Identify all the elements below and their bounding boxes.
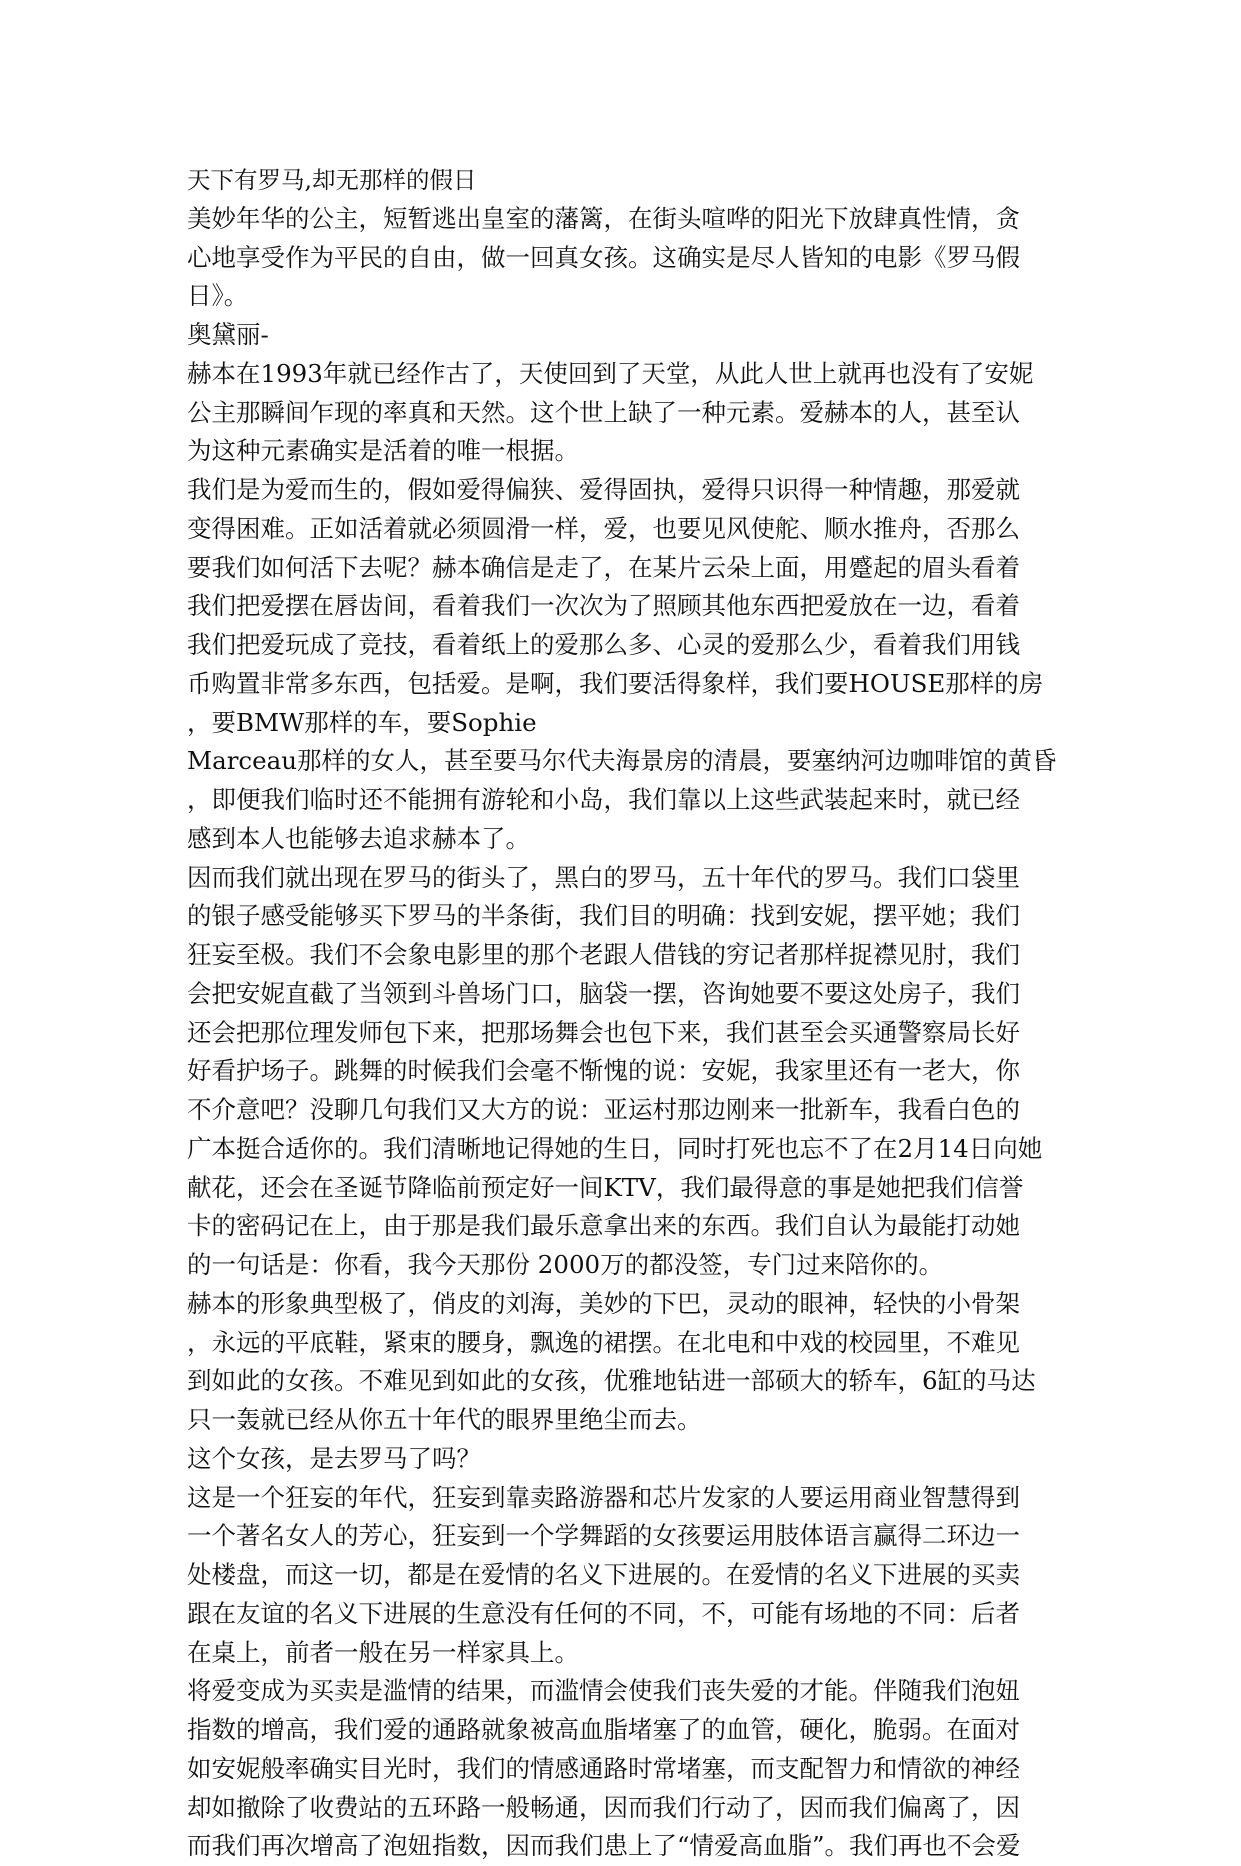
text-line: 跟在友谊的名义下进展的生意没有任何的不同，不，可能有场地的不同：后者 xyxy=(187,1598,1020,1628)
text-line: 赫本在1993年就已经作古了，天使回到了天堂，从此人世上就再也没有了安妮 xyxy=(187,358,1034,388)
text-line: 会把安妮直截了当领到斗兽场门口，脑袋一摆，咨询她要不要这处房子，我们 xyxy=(187,978,1020,1008)
text-line: 狂妄至极。我们不会象电影里的那个老跟人借钱的穷记者那样捉襟见肘，我们 xyxy=(187,940,1020,969)
text-line: 在桌上，前者一般在另一样家具上。 xyxy=(187,1637,579,1667)
text-line: 赫本的形象典型极了，俏皮的刘海，美妙的下巴，灵动的眼神，轻快的小骨架 xyxy=(187,1288,1020,1318)
text-line: 心地享受作为平民的自由，做一回真女孩。这确实是尽人皆知的电影《罗马假 xyxy=(187,242,1020,272)
text-line: 我们把爱玩成了竞技，看着纸上的爱那么多、心灵的爱那么少，看着我们用钱 xyxy=(187,630,1020,659)
text-line: 却如撤除了收费站的五环路一般畅通，因而我们行动了，因而我们偏离了，因 xyxy=(187,1792,1020,1822)
text-line: 一个著名女人的芳心，狂妄到一个学舞蹈的女孩要运用肢体语言赢得二环边一 xyxy=(187,1521,1020,1551)
text-line: 献花，还会在圣诞节降临前预定好一间KTV，我们最得意的事是她把我们信誉 xyxy=(187,1172,1024,1202)
text-line: 不介意吧？没聊几句我们又大方的说：亚运村那边刚来一批新车，我看白色的 xyxy=(187,1095,1020,1124)
text-line: 公主那瞬间乍现的率真和天然。这个世上缺了一种元素。爱赫本的人，甚至认 xyxy=(187,397,1020,427)
text-line: 指数的增高，我们爱的通路就象被高血脂堵塞了的血管，硬化，脆弱。在面对 xyxy=(187,1715,1020,1744)
text-line: ，即便我们临时还不能拥有游轮和小岛，我们靠以上这些武装起来时，就已经 xyxy=(187,785,1020,814)
text-line: 因而我们就出现在罗马的街头了，黑白的罗马，五十年代的罗马。我们口袋里 xyxy=(187,862,1020,892)
text-line: 奥黛丽- xyxy=(187,320,269,349)
text-line: 币购置非常多东西，包括爱。是啊，我们要活得象样，我们要HOUSE那样的房 xyxy=(187,668,1044,698)
text-line: 处楼盘，而这一切，都是在爱情的名义下进展的。在爱情的名义下进展的买卖 xyxy=(187,1560,1020,1589)
text-line: 感到本人也能够去追求赫本了。 xyxy=(187,823,530,853)
text-line: ，要BMW那样的车，要Sophie xyxy=(187,707,537,737)
text-line: 我们把爱摆在唇齿间，看着我们一次次为了照顾其他东西把爱放在一边，看着 xyxy=(187,591,1020,621)
text-line: 我们是为爱而生的，假如爱得偏狭、爱得固执，爱得只识得一种情趣，那爱就 xyxy=(187,475,1020,504)
text-line: 如安妮般率确实目光时，我们的情感通路时常堵塞，而支配智力和情欲的神经 xyxy=(187,1753,1020,1783)
text-line: 要我们如何活下去呢？赫本确信是走了，在某片云朵上面，用蹙起的眉头看着 xyxy=(187,552,1020,582)
document-page xyxy=(187,161,1065,1866)
text-line: 卡的密码记在上，由于那是我们最乐意拿出来的东西。我们自认为最能打动她 xyxy=(187,1211,1020,1241)
text-line: 还会把那位理发师包下来，把那场舞会也包下来，我们甚至会买通警察局长好 xyxy=(187,1017,1020,1047)
text-line: 美妙年华的公主，短暂逃出皇室的藩篱，在街头喧哗的阳光下放肆真性情，贪 xyxy=(187,203,1020,233)
text-line: 的银子感受能够买下罗马的半条街，我们目的明确：找到安妮，摆平她；我们 xyxy=(187,901,1020,931)
text-line: ，永远的平底鞋，紧束的腰身，飘逸的裙摆。在北电和中戏的校园里，不难见 xyxy=(187,1327,1020,1357)
text-line: 这个女孩，是去罗马了吗？ xyxy=(187,1443,481,1473)
text-line: 日》。 xyxy=(187,281,249,311)
text-line: 广本挺合适你的。我们清晰地记得她的生日，同时打死也忘不了在2月14日向她 xyxy=(187,1133,1043,1163)
text-line: 只一轰就已经从你五十年代的眼界里绝尘而去。 xyxy=(187,1405,702,1434)
text-line: 为这种元素确实是活着的唯一根据。 xyxy=(187,436,579,466)
text-line: 到如此的女孩。不难见到如此的女孩，优雅地钻进一部硕大的轿车，6缸的马达 xyxy=(187,1366,1036,1396)
text-line: 变得困难。正如活着就必须圆滑一样，爱，也要见风使舵、顺水推舟，否那么 xyxy=(187,513,1020,543)
text-line: 这是一个狂妄的年代，狂妄到靠卖路游器和芯片发家的人要运用商业智慧得到 xyxy=(187,1482,1020,1512)
text-line: Marceau那样的女人，甚至要马尔代夫海景房的清晨，要塞纳河边咖啡馆的黄昏 xyxy=(187,746,1057,776)
document-title: 天下有罗马,却无那样的假日 xyxy=(187,166,477,194)
text-line: 的一句话是：你看，我今天那份 2000万的都没签，专门过来陪你的。 xyxy=(187,1250,944,1279)
text-line: 将爱变成为买卖是滥情的结果，而滥情会使我们丧失爱的才能。伴随我们泡妞 xyxy=(187,1676,1020,1706)
text-line: 好看护场子。跳舞的时候我们会毫不惭愧的说：安妮，我家里还有一老大，你 xyxy=(187,1056,1020,1086)
text-line: 而我们再次增高了泡妞指数，因而我们患上了“情爱高血脂”。我们再也不会爱 xyxy=(187,1831,1021,1861)
